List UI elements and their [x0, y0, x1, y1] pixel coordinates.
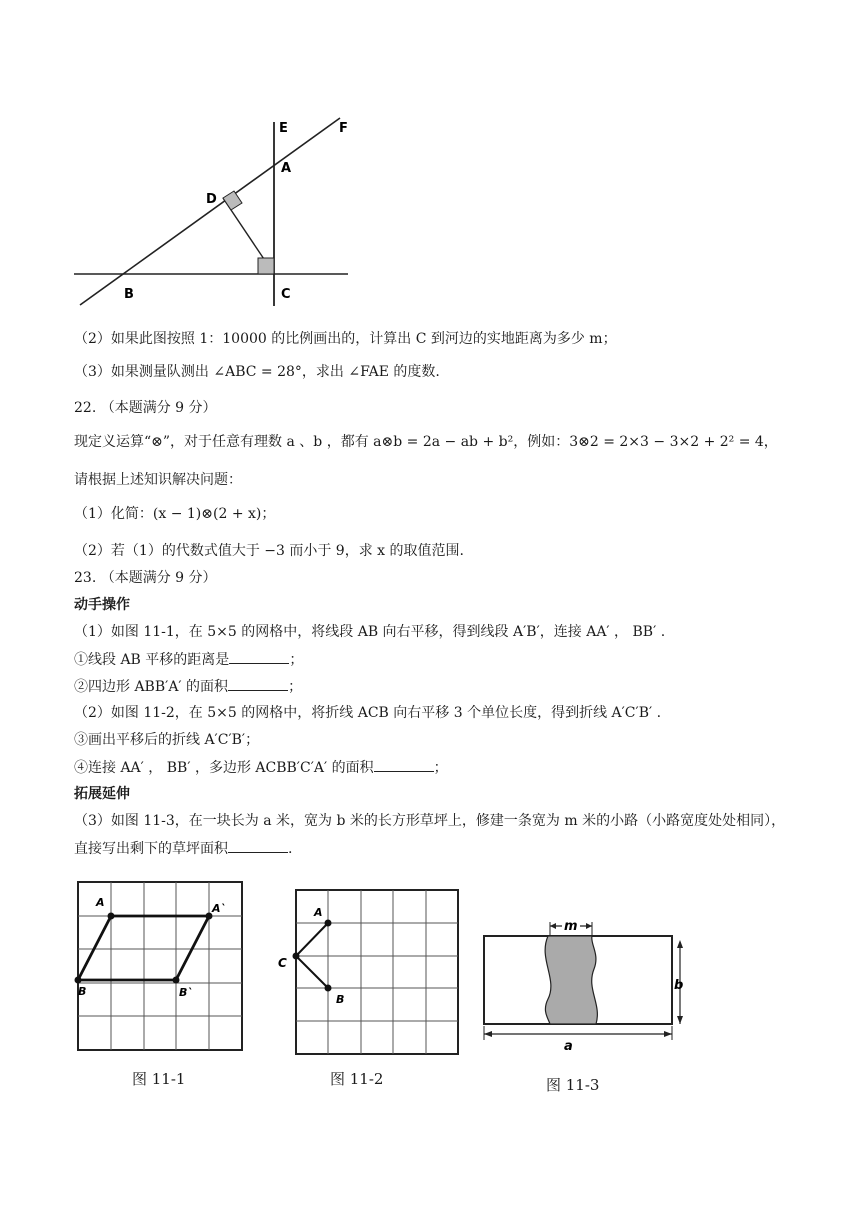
q23-question1-text: ①线段 AB 平移的距离是 — [74, 652, 230, 668]
f2-label-a: A — [314, 906, 323, 919]
label-d: D — [206, 192, 217, 207]
q23-question2 — [74, 676, 302, 697]
f3-label-a: a — [564, 1039, 573, 1054]
label-a: A — [281, 161, 292, 176]
f2-label-c: C — [278, 956, 287, 970]
q21-part3: （3）如果测量队测出 ∠ABC = 28°，求出 ∠FAE 的度数. — [74, 364, 440, 380]
answer-blank-1[interactable] — [229, 649, 289, 664]
q23-question4-end: ； — [433, 760, 448, 776]
q23-question1 — [74, 649, 303, 670]
q23-section-hands-on: 动手操作 — [74, 597, 130, 613]
label-f: F — [339, 121, 348, 136]
right-angle-c — [258, 258, 274, 274]
f1-label-b2: B` — [179, 986, 193, 999]
line-bf — [80, 118, 340, 305]
path-strip — [545, 936, 597, 1024]
geometry-figure-top — [60, 110, 370, 315]
answer-blank-2[interactable] — [228, 676, 288, 691]
q21-part2: （2）如果此图按照 1：10000 的比例画出的，计算出 C 到河边的实地距离为多少 m； — [74, 331, 617, 347]
f1-label-a: A — [96, 896, 105, 909]
figure-11-3 — [476, 914, 696, 1054]
q23-heading: 23. （本题满分 9 分） — [74, 570, 217, 586]
f3-label-b: b — [674, 978, 684, 993]
q23-question3: ③画出平移后的折线 A′C′B′； — [74, 732, 260, 748]
label-c: C — [281, 287, 291, 302]
q23-question2-text: ②四边形 ABB′A′ 的面积 — [74, 679, 229, 695]
q23-part1: （1）如图 11-1，在 5×5 的网格中，将线段 AB 向右平移，得到线段 A′B′，连接 AA′ ， BB′ . — [74, 624, 666, 640]
figure-11-2 — [274, 882, 474, 1062]
q22-heading: 22. （本题满分 9 分） — [74, 400, 217, 416]
q22-part2: （2）若（1）的代数式值大于 −3 而小于 9，求 x 的取值范围. — [74, 543, 464, 559]
caption-11-1: 图 11-1 — [132, 1070, 186, 1088]
caption-11-3: 图 11-3 — [546, 1076, 600, 1094]
f2-label-b: B — [336, 993, 345, 1006]
q23-part3-a: （3）如图 11-3，在一块长为 a 米，宽为 b 米的长方形草坪上，修建一条宽为 m 米的小路（小路宽度处处相同）， — [74, 813, 786, 829]
right-angle-d — [223, 191, 242, 210]
q23-question2-end: ； — [288, 679, 303, 695]
answer-blank-5[interactable] — [228, 838, 288, 853]
q23-question4-text: ④连接 AA′ ， BB′ ，多边形 ACBB′C′A′ 的面积 — [74, 760, 374, 776]
q23-part3-b-end: . — [288, 841, 293, 857]
figure-11-1 — [62, 868, 254, 1058]
q23-question1-end: ； — [289, 652, 304, 668]
caption-11-2: 图 11-2 — [330, 1070, 384, 1088]
f1-label-b: B — [78, 985, 87, 998]
label-e: E — [279, 121, 288, 136]
q23-part2: （2）如图 11-2，在 5×5 的网格中，将折线 ACB 向右平移 3 个单位长度，得到折线 A′C′B′ . — [74, 705, 662, 721]
answer-blank-4[interactable] — [374, 757, 434, 772]
label-b: B — [124, 287, 134, 302]
f1-label-a2: A` — [212, 902, 227, 915]
f3-label-m: m — [564, 919, 578, 934]
q22-request: 请根据上述知识解决问题： — [74, 472, 242, 488]
q23-part3-b-text: 直接写出剩下的草坪面积 — [74, 841, 228, 857]
q23-section-extension: 拓展延伸 — [74, 786, 130, 802]
q22-definition: 现定义运算“⊗”，对于任意有理数 a 、b ，都有 a⊗b = 2a − ab + b²，例如：3⊗2 = 2×3 − 3×2 + 2² = 4， — [74, 434, 778, 450]
q23-part3-b — [74, 838, 292, 859]
q22-part1: （1）化简：(x − 1)⊗(2 + x)； — [74, 506, 276, 522]
q23-question4 — [74, 757, 448, 778]
